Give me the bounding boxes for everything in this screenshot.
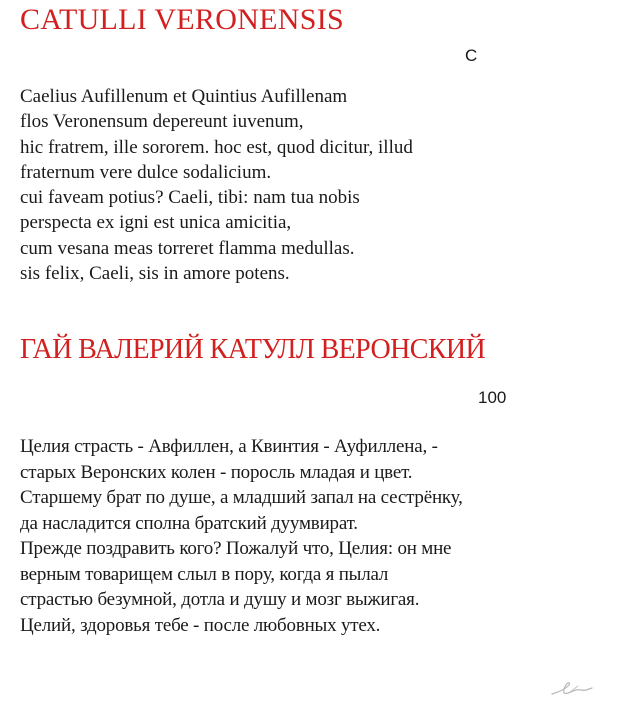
latin-poem-line: Caelius Aufillenum et Quintius Aufillenam <box>20 86 348 107</box>
latin-poem-line: cum vesana meas torreret flamma medullas. <box>20 237 355 259</box>
latin-title: CATULLI VERONENSIS <box>20 3 345 36</box>
latin-poem-line: cui faveam potius? Caeli, tibi: nam tua nobis <box>20 187 360 209</box>
latin-poem-line: perspecta ex igni est unica amicitia, <box>20 212 292 234</box>
russian-poem-line: Старшему брат по душе, а младший запал на сестрёнку, <box>20 487 463 508</box>
russian-poem-line: Прежде поздравить кого? Пожалуй что, Целия: он мне <box>20 538 452 559</box>
latin-poem-line: flos Veronensum depereunt iuvenum, <box>20 111 304 133</box>
latin-poem-number: C <box>465 46 478 65</box>
latin-poem-line: fraternum vere dulce sodalicium. <box>20 161 272 183</box>
russian-title: ГАЙ ВАЛЕРИЙ КАТУЛЛ ВЕРОНСКИЙ <box>20 334 486 365</box>
latin-poem <box>20 84 413 286</box>
russian-poem-line: Целия страсть - Авфиллен, а Квинтия - Ауфиллена, - <box>20 436 438 457</box>
russian-poem-line: да насладится сполна братский дуумвират. <box>20 512 358 534</box>
russian-poem-line: Целий, здоровья тебе - после любовных утех. <box>20 614 381 636</box>
latin-poem-line: sis felix, Caeli, sis in amore potens. <box>20 263 290 285</box>
russian-poem <box>20 434 463 638</box>
signature-mark <box>548 676 596 700</box>
russian-poem-line: старых Веронских колен - поросль младая и цвет. <box>20 461 413 483</box>
russian-poem-line: верным товарищем слыл в пору, когда я пылал <box>20 563 389 585</box>
russian-poem-line: страстью безумной, дотла и душу и мозг выжигая. <box>20 589 420 610</box>
russian-poem-number: 100 <box>478 388 507 407</box>
latin-poem-line: hic fratrem, ille sororem. hoc est, quod dicitur, illud <box>20 136 413 158</box>
